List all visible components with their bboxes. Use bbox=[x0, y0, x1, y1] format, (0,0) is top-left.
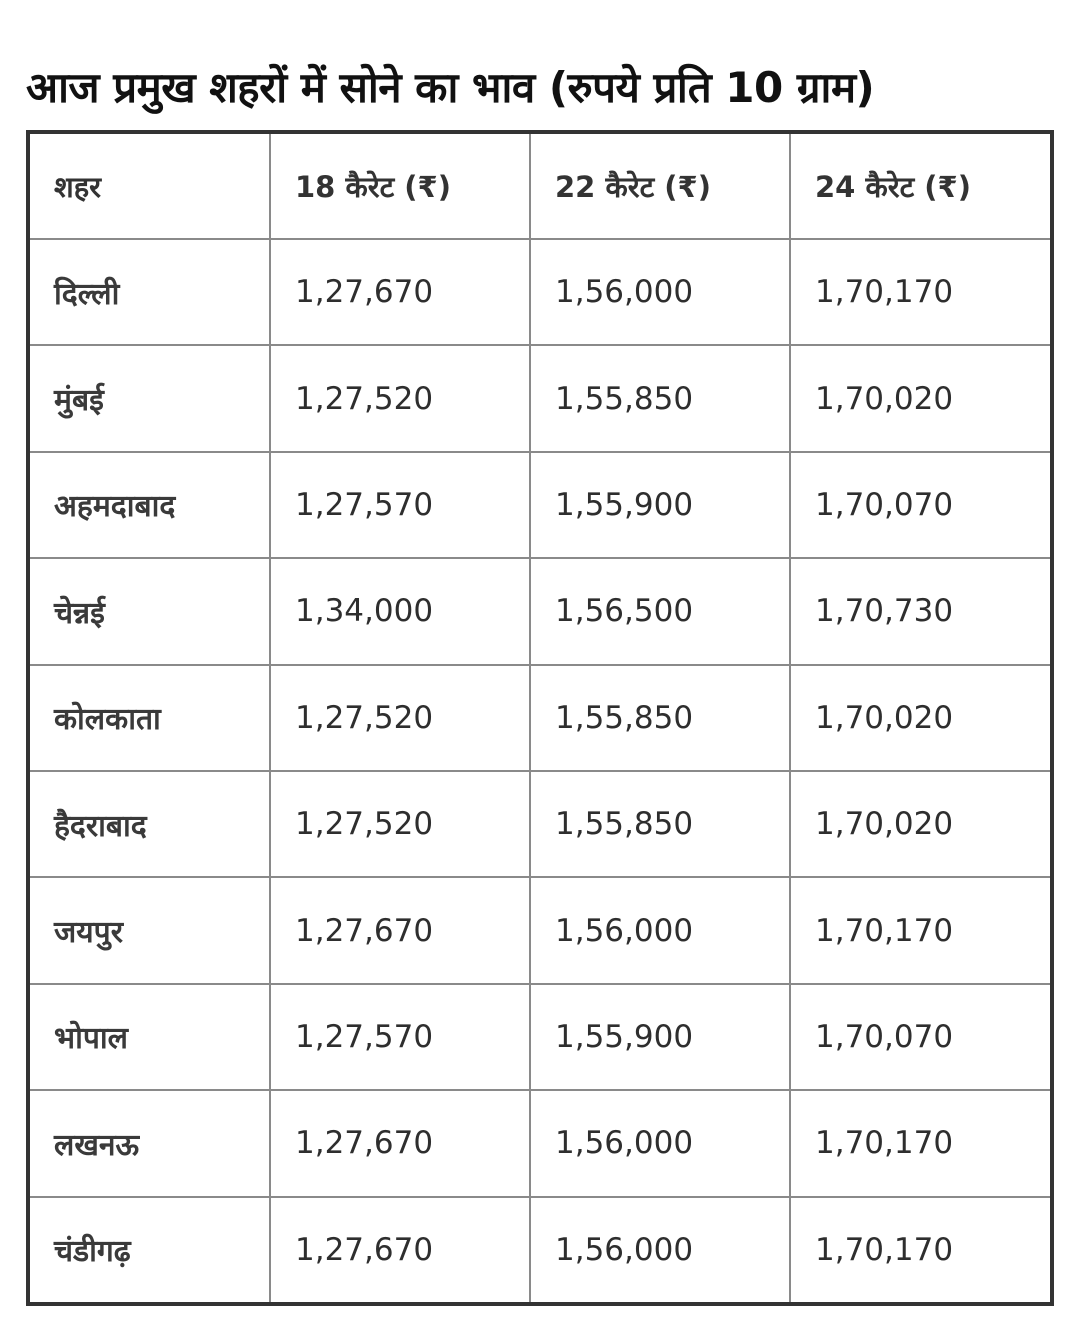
rate-18-carat: 1,27,520 bbox=[270, 771, 530, 877]
rate-24-carat: 1,70,070 bbox=[790, 984, 1050, 1090]
city-name: चेन्नई bbox=[30, 558, 270, 664]
rate-22-carat: 1,56,000 bbox=[530, 1090, 790, 1196]
rate-18-carat: 1,27,570 bbox=[270, 984, 530, 1090]
rate-18-carat: 1,27,670 bbox=[270, 239, 530, 345]
rate-24-carat: 1,70,070 bbox=[790, 452, 1050, 558]
table-row bbox=[30, 984, 1050, 1090]
header-18-carat: 18 कैरेट (₹) bbox=[270, 134, 530, 239]
rate-24-carat: 1,70,730 bbox=[790, 558, 1050, 664]
gold-rates-table-container bbox=[26, 130, 1054, 1306]
rate-18-carat: 1,34,000 bbox=[270, 558, 530, 664]
rate-24-carat: 1,70,170 bbox=[790, 239, 1050, 345]
rate-18-carat: 1,27,520 bbox=[270, 345, 530, 451]
rate-22-carat: 1,56,000 bbox=[530, 1197, 790, 1302]
rate-24-carat: 1,70,170 bbox=[790, 877, 1050, 983]
city-name: चंडीगढ़ bbox=[30, 1197, 270, 1302]
rate-22-carat: 1,56,000 bbox=[530, 877, 790, 983]
rate-18-carat: 1,27,520 bbox=[270, 665, 530, 771]
city-name: अहमदाबाद bbox=[30, 452, 270, 558]
table-header-row bbox=[30, 134, 1050, 239]
city-name: लखनऊ bbox=[30, 1090, 270, 1196]
gold-rates-table bbox=[30, 134, 1050, 1302]
table-row bbox=[30, 771, 1050, 877]
city-name: मुंबई bbox=[30, 345, 270, 451]
rate-24-carat: 1,70,170 bbox=[790, 1090, 1050, 1196]
table-row bbox=[30, 345, 1050, 451]
rate-18-carat: 1,27,670 bbox=[270, 1197, 530, 1302]
table-row bbox=[30, 452, 1050, 558]
header-city: शहर bbox=[30, 134, 270, 239]
city-name: हैदराबाद bbox=[30, 771, 270, 877]
rate-18-carat: 1,27,670 bbox=[270, 877, 530, 983]
header-22-carat: 22 कैरेट (₹) bbox=[530, 134, 790, 239]
city-name: जयपुर bbox=[30, 877, 270, 983]
table-row bbox=[30, 877, 1050, 983]
table-row bbox=[30, 665, 1050, 771]
rate-22-carat: 1,56,000 bbox=[530, 239, 790, 345]
table-row bbox=[30, 1197, 1050, 1302]
rate-18-carat: 1,27,570 bbox=[270, 452, 530, 558]
rate-22-carat: 1,55,900 bbox=[530, 984, 790, 1090]
rate-18-carat: 1,27,670 bbox=[270, 1090, 530, 1196]
rate-22-carat: 1,56,500 bbox=[530, 558, 790, 664]
rate-22-carat: 1,55,850 bbox=[530, 771, 790, 877]
table-row bbox=[30, 558, 1050, 664]
city-name: कोलकाता bbox=[30, 665, 270, 771]
header-24-carat: 24 कैरेट (₹) bbox=[790, 134, 1050, 239]
page-title: आज प्रमुख शहरों में सोने का भाव (रुपये प्रति 10 ग्राम) bbox=[26, 63, 875, 112]
rate-24-carat: 1,70,020 bbox=[790, 665, 1050, 771]
table-row bbox=[30, 1090, 1050, 1196]
table-row bbox=[30, 239, 1050, 345]
rate-22-carat: 1,55,850 bbox=[530, 665, 790, 771]
rate-24-carat: 1,70,170 bbox=[790, 1197, 1050, 1302]
rate-24-carat: 1,70,020 bbox=[790, 345, 1050, 451]
rate-22-carat: 1,55,900 bbox=[530, 452, 790, 558]
rate-22-carat: 1,55,850 bbox=[530, 345, 790, 451]
city-name: भोपाल bbox=[30, 984, 270, 1090]
city-name: दिल्ली bbox=[30, 239, 270, 345]
rate-24-carat: 1,70,020 bbox=[790, 771, 1050, 877]
